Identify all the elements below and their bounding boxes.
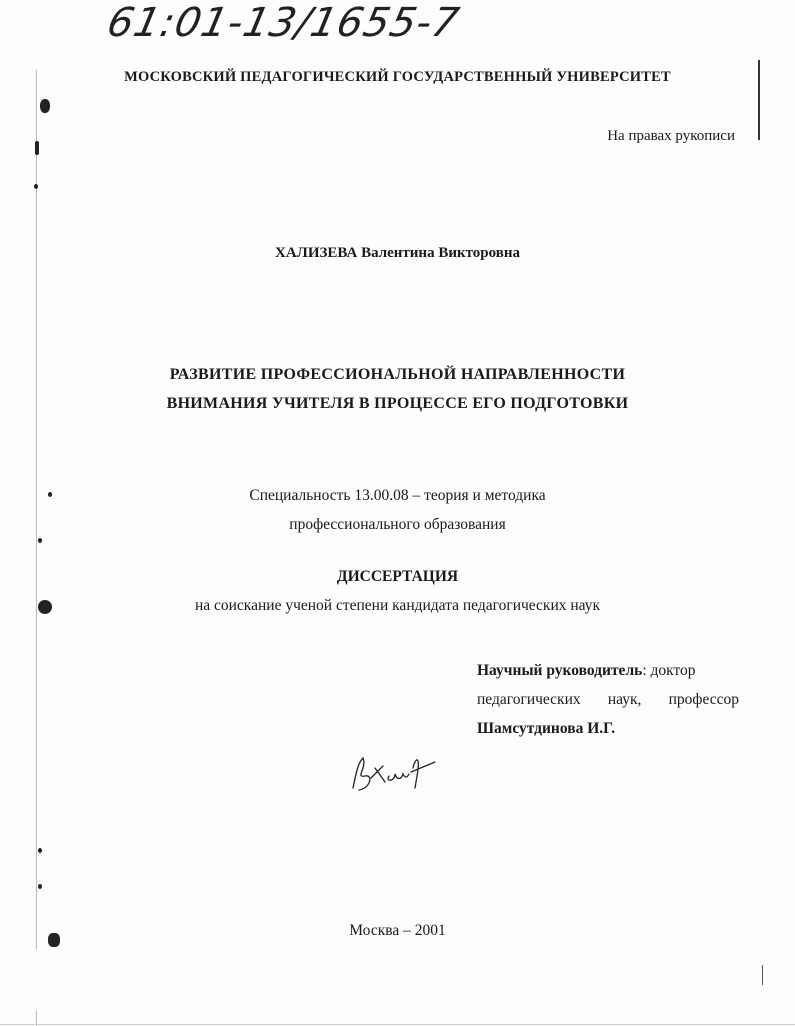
punch-hole-mark xyxy=(38,884,42,889)
title-line: ВНИМАНИЯ УЧИТЕЛЯ В ПРОЦЕССЕ ЕГО ПОДГОТОВКИ xyxy=(166,395,629,412)
degree-line: на соискание ученой степени кандидата педагогических наук xyxy=(194,597,601,614)
scan-edge-line xyxy=(762,965,763,985)
punch-hole-mark xyxy=(35,141,39,155)
specialty xyxy=(0,481,795,539)
signature xyxy=(345,748,455,798)
author-name xyxy=(0,245,795,262)
punch-hole-mark xyxy=(38,848,42,853)
dissertation-title xyxy=(0,360,795,418)
punch-hole-mark xyxy=(34,184,38,189)
university-name: МОСКОВСКИЙ ПЕДАГОГИЧЕСКИЙ ГОСУДАРСТВЕННЫЙ УНИВЕРСИТЕТ xyxy=(124,69,671,85)
supervisor-block xyxy=(477,656,739,743)
manuscript-note: На правах рукописи xyxy=(607,128,735,144)
specialty-line: профессионального образования xyxy=(289,516,506,533)
scan-bottom-line xyxy=(0,1024,795,1025)
author-surname: ХАЛИЗЕВА xyxy=(274,245,358,261)
specialty-line: Специальность 13.00.08 – теория и методика xyxy=(249,487,546,504)
title-line: РАЗВИТИЕ ПРОФЕССИОНАЛЬНОЙ НАПРАВЛЕННОСТИ xyxy=(169,366,626,383)
author-given-name: Валентина Викторовна xyxy=(361,245,520,261)
supervisor-role-word: наук, xyxy=(607,691,642,708)
dissertation-label: ДИССЕРТАЦИЯ xyxy=(336,568,459,585)
supervisor-line xyxy=(477,685,739,714)
punch-hole-mark xyxy=(40,99,50,113)
supervisor-line xyxy=(477,656,739,685)
city-year: Москва – 2001 xyxy=(349,922,446,939)
supervisor-label: Научный руководитель xyxy=(477,662,643,679)
supervisor-role-word: педагогических xyxy=(477,691,581,708)
archive-number: 61:01-13/1655-7 xyxy=(103,0,464,46)
supervisor-role: : доктор xyxy=(642,662,696,679)
supervisor-role-word: профессор xyxy=(668,691,739,708)
supervisor-name: Шамсутдинова И.Г. xyxy=(477,720,616,737)
